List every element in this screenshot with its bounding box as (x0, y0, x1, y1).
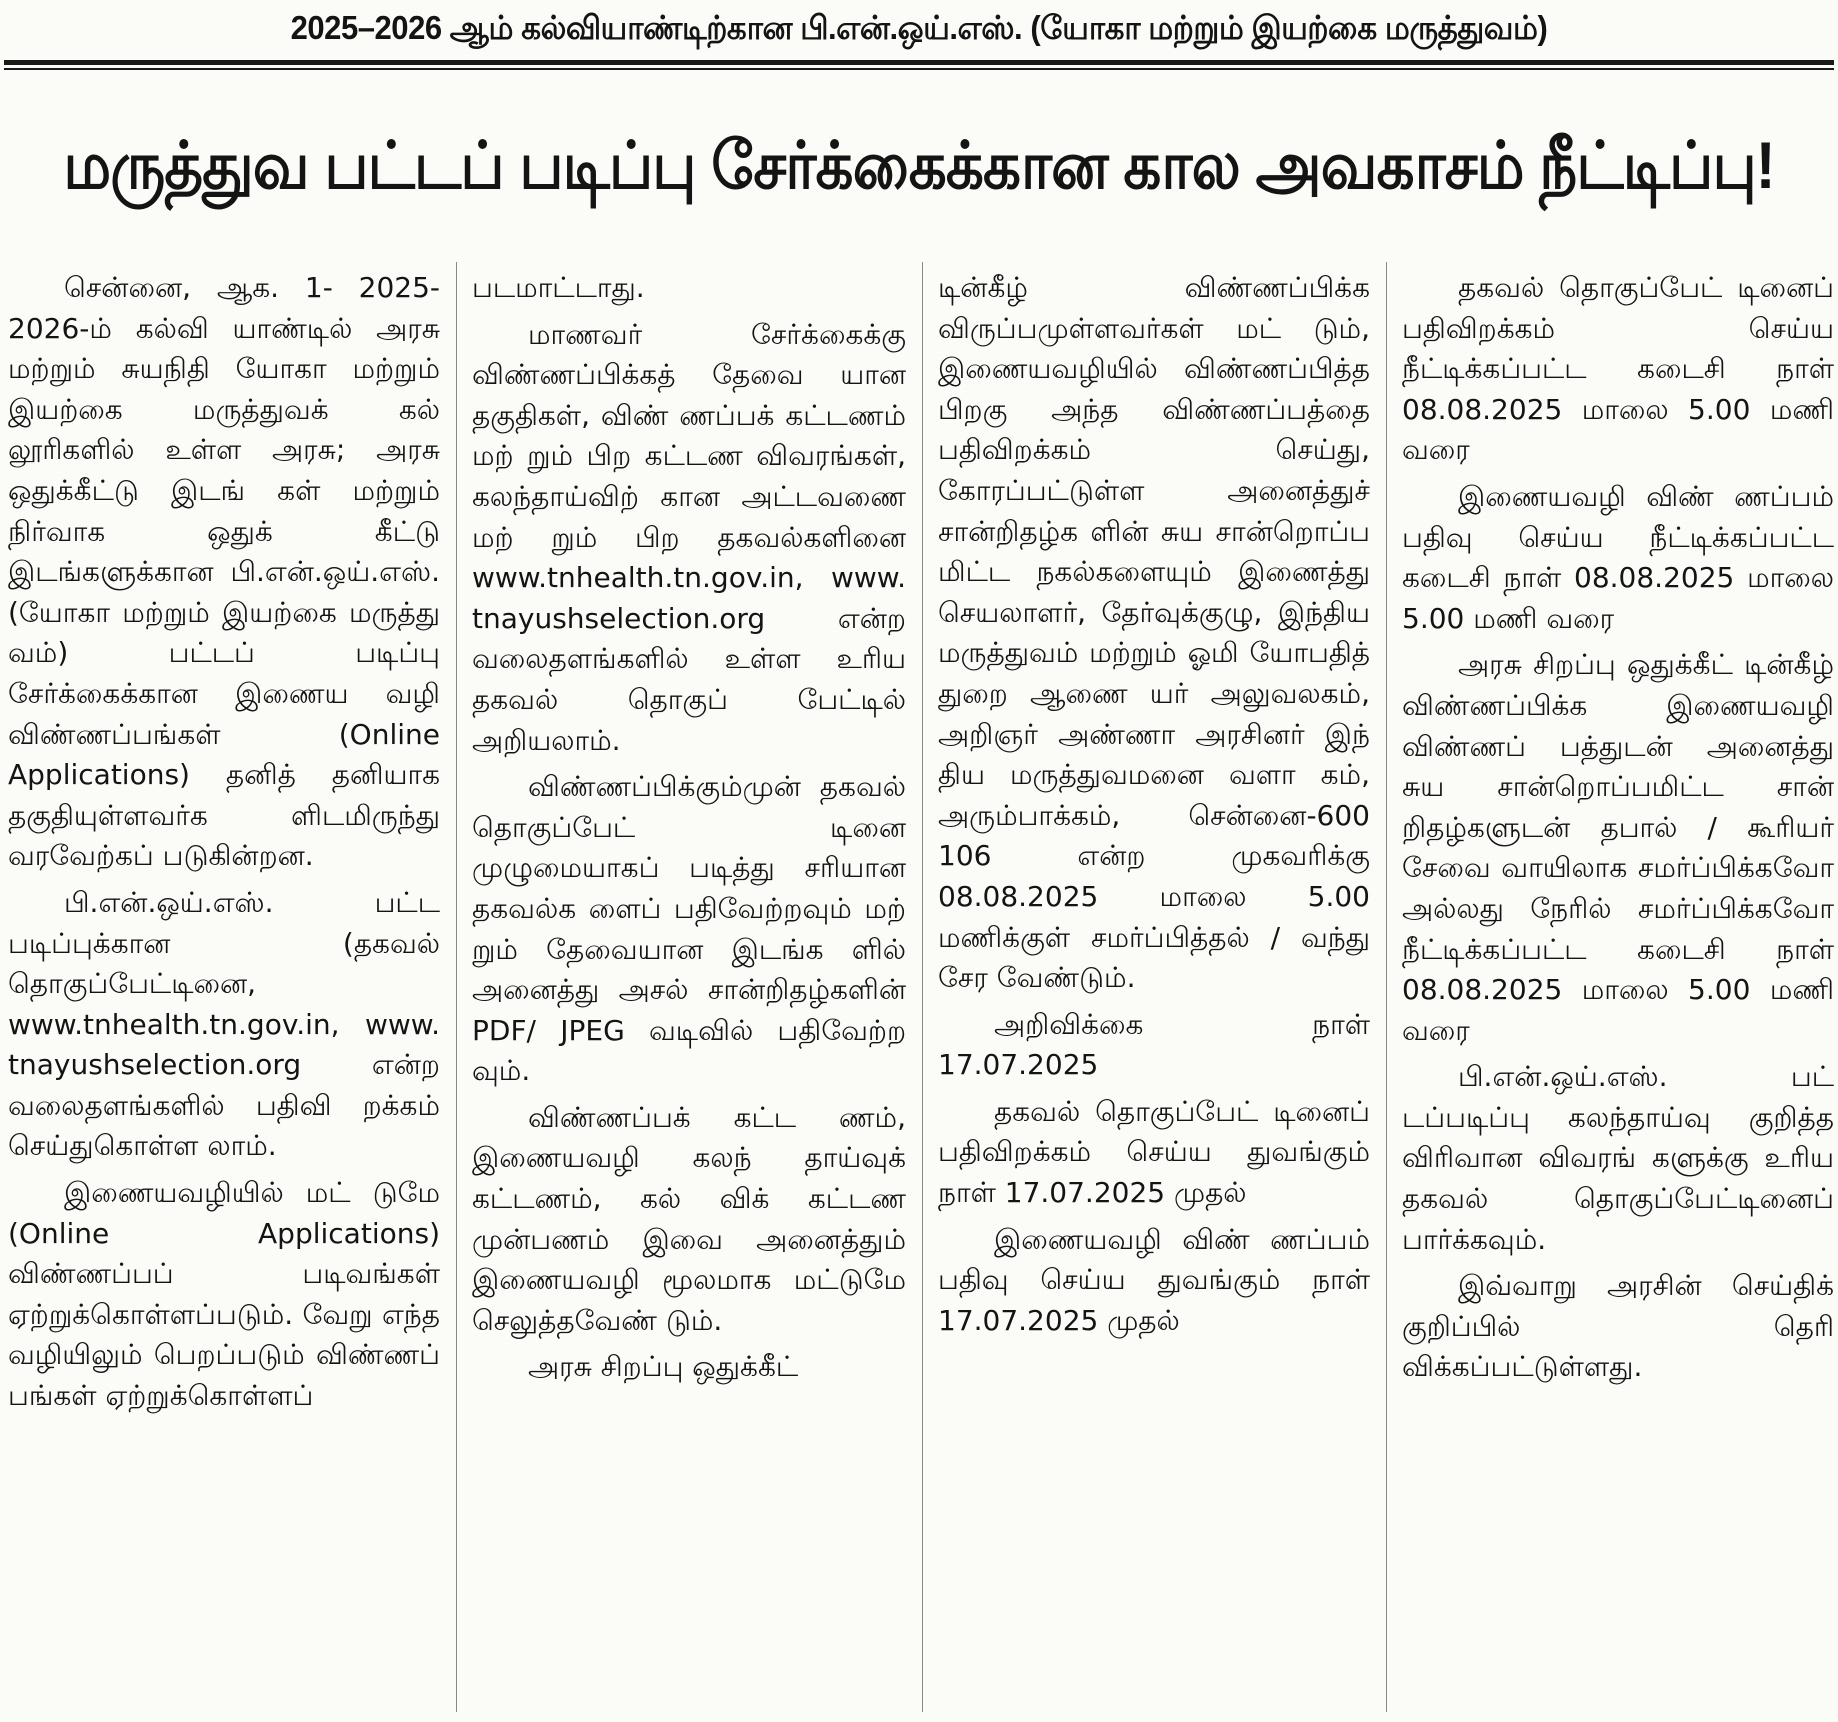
paragraph: அரசு சிறப்பு ஒதுக்கீட் (528, 1350, 799, 1384)
paragraph: மாணவர் சேர்க்கைக்கு விண்ணப்பிக்கத் தேவை யான தகுதிகள், விண் ணப்பக் கட்டணம் மற் றும் பிற கட்டண விவரங்கள், கலந்தாய்விற் கான அட்டவணை மற் றும் பிற தகவல்களினை www.tnhealth.tn.gov.in, www. tnayushselection.org என்ற வலைதளங்களில் உள்ள உரிய தகவல் தொகுப் பேட்டில் அறியலாம். (472, 317, 906, 757)
paragraph: இவ்வாறு அரசின் செய்திக் குறிப்பில் தெரி விக்கப்பட்டுள்ளது. (1402, 1269, 1834, 1384)
paragraph: சென்னை, ஆக. 1- 2025-2026-ம் கல்வி யாண்டில் அரசு மற்றும் சுயநிதி யோகா மற்றும் இயற்கை மருத்துவக் கல் லூரிகளில் உள்ள அரசு; அரசு ஒதுக்கீட்டு இடங் கள் மற்றும் நிர்வாக ஒதுக் கீட்டு இடங்களுக்கான பி.என்.ஒய்.எஸ். (யோகா மற்றும் இயற்கை மருத்து வம்) பட்டப் படிப்பு சேர்க்கைக்கான இணைய வழி விண்ணப்பங்கள் (Online Applications) தனித் தனியாக தகுதியுள்ளவர்க ளிடமிருந்து வரவேற்கப் படுகின்றன. (8, 271, 440, 873)
column-divider (1386, 262, 1387, 1712)
paragraph: பி.என்.ஒய்.எஸ். பட்ட படிப்புக்கான (தகவல் தொகுப்பேட்டினை, www.tnhealth.tn.gov.in, www. tnayushselection.org என்ற வலைதளங்களில் பதிவி றக்கம் செய்துகொள்ள லாம். (8, 885, 440, 1163)
article-column-4 (1402, 268, 1834, 1718)
article-column-3 (938, 268, 1370, 1718)
paragraph: விண்ணப்பக் கட்ட ணம், இணையவழி கலந் தாய்வுக் கட்டணம், கல் விக் கட்டண முன்பணம் இவை அனைத்தும் இணையவழி மூலமாக மட்டுமே செலுத்தவேண் டும். (472, 1100, 906, 1337)
kicker-line: 2025–2026 ஆம் கல்வியாண்டிற்கான பி.என்.ஒய்.எஸ். (யோகா மற்றும் இயற்கை மருத்துவம்) (290, 8, 1548, 46)
paragraph: விண்ணப்பிக்கும்முன் தகவல் தொகுப்பேட் டினை முழுமையாகப் படித்து சரியான தகவல்க ளைப் பதிவேற்றவும் மற் றும் தேவையான இடங்க ளில் அனைத்து அசல் சான்றிதழ்களின் PDF/ JPEG வடிவில் பதிவேற்ற வும். (472, 770, 906, 1088)
top-rule-thin (4, 68, 1834, 70)
column-divider (922, 262, 923, 1712)
paragraph: இணையவழி விண் ணப்பம் பதிவு செய்ய துவங்கும் நாள் 17.07.2025 முதல் (938, 1222, 1370, 1337)
paragraph: பி.என்.ஒய்.எஸ். பட் டப்படிப்பு கலந்தாய்வு குறித்த விரிவான விவரங் களுக்கு உரிய தகவல் தொகுப்பேட்டினைப் பார்க்கவும். (1402, 1060, 1834, 1256)
paragraph: தகவல் தொகுப்பேட் டினைப் பதிவிறக்கம் செய்ய நீட்டிக்கப்பட்ட கடைசி நாள் 08.08.2025 மாலை 5.00 மணி வரை (1402, 271, 1834, 467)
article-column-1 (8, 268, 440, 1718)
paragraph: அரசு சிறப்பு ஒதுக்கீட் டின்கீழ் விண்ணப்பிக்க இணையவழி விண்ணப் பத்துடன் அனைத்து சுய சான்றொப்பமிட்ட சான் றிதழ்களுடன் தபால் / கூரியர் சேவை வாயிலாக சமர்ப்பிக்கவோ அல்லது நேரில் சமர்ப்பிக்கவோ நீட்டிக்கப்பட்ட கடைசி நாள் 08.08.2025 மாலை 5.00 மணி வரை (1402, 648, 1834, 1047)
paragraph: இணையவழி விண் ணப்பம் பதிவு செய்ய நீட்டிக்கப்பட்ட கடைசி நாள் 08.08.2025 மாலை 5.00 மணி வரை (1402, 479, 1834, 635)
article-column-2 (472, 268, 906, 1718)
paragraph: இணையவழியில் மட் டுமே (Online Applications) விண்ணப்பப் படிவங்கள் ஏற்றுக்கொள்ளப்படும். வேறு எந்த வழியிலும் பெறப்படும் விண்ணப் பங்கள் ஏற்றுக்கொள்ளப் (8, 1176, 440, 1413)
paragraph: டின்கீழ் விண்ணப்பிக்க விருப்பமுள்ளவர்கள் மட் டும், இணையவழியில் விண்ணப்பித்த பிறகு அந்த விண்ணப்பத்தை பதிவிறக்கம் செய்து, கோரப்பட்டுள்ள அனைத்துச் சான்றிதழ்க ளின் சுய சான்றொப்ப மிட்ட நகல்களையும் இணைத்து செயலாளர், தேர்வுக்குழு, இந்திய மருத்துவம் மற்றும் ஓமி யோபதித் துறை ஆணை யர் அலுவலகம், அறிஞர் அண்ணா அரசினர் இந் திய மருத்துவமனை வளா கம், அரும்பாக்கம், சென்னை-600 106 என்ற முகவரிக்கு 08.08.2025 மாலை 5.00 மணிக்குள் சமர்ப்பித்தல் / வந்து சேர வேண்டும். (938, 271, 1370, 995)
top-rule-thick (4, 60, 1834, 65)
paragraph: படமாட்டாது. (472, 271, 645, 304)
paragraph: அறிவிக்கை நாள் 17.07.2025 (938, 1007, 1370, 1082)
column-divider (456, 262, 457, 1712)
headline: மருத்துவ பட்டப் படிப்பு சேர்க்கைக்கான கால அவகாசம் நீட்டிப்பு! (63, 127, 1775, 202)
paragraph: தகவல் தொகுப்பேட் டினைப் பதிவிறக்கம் செய்ய துவங்கும் நாள் 17.07.2025 முதல் (938, 1094, 1370, 1210)
